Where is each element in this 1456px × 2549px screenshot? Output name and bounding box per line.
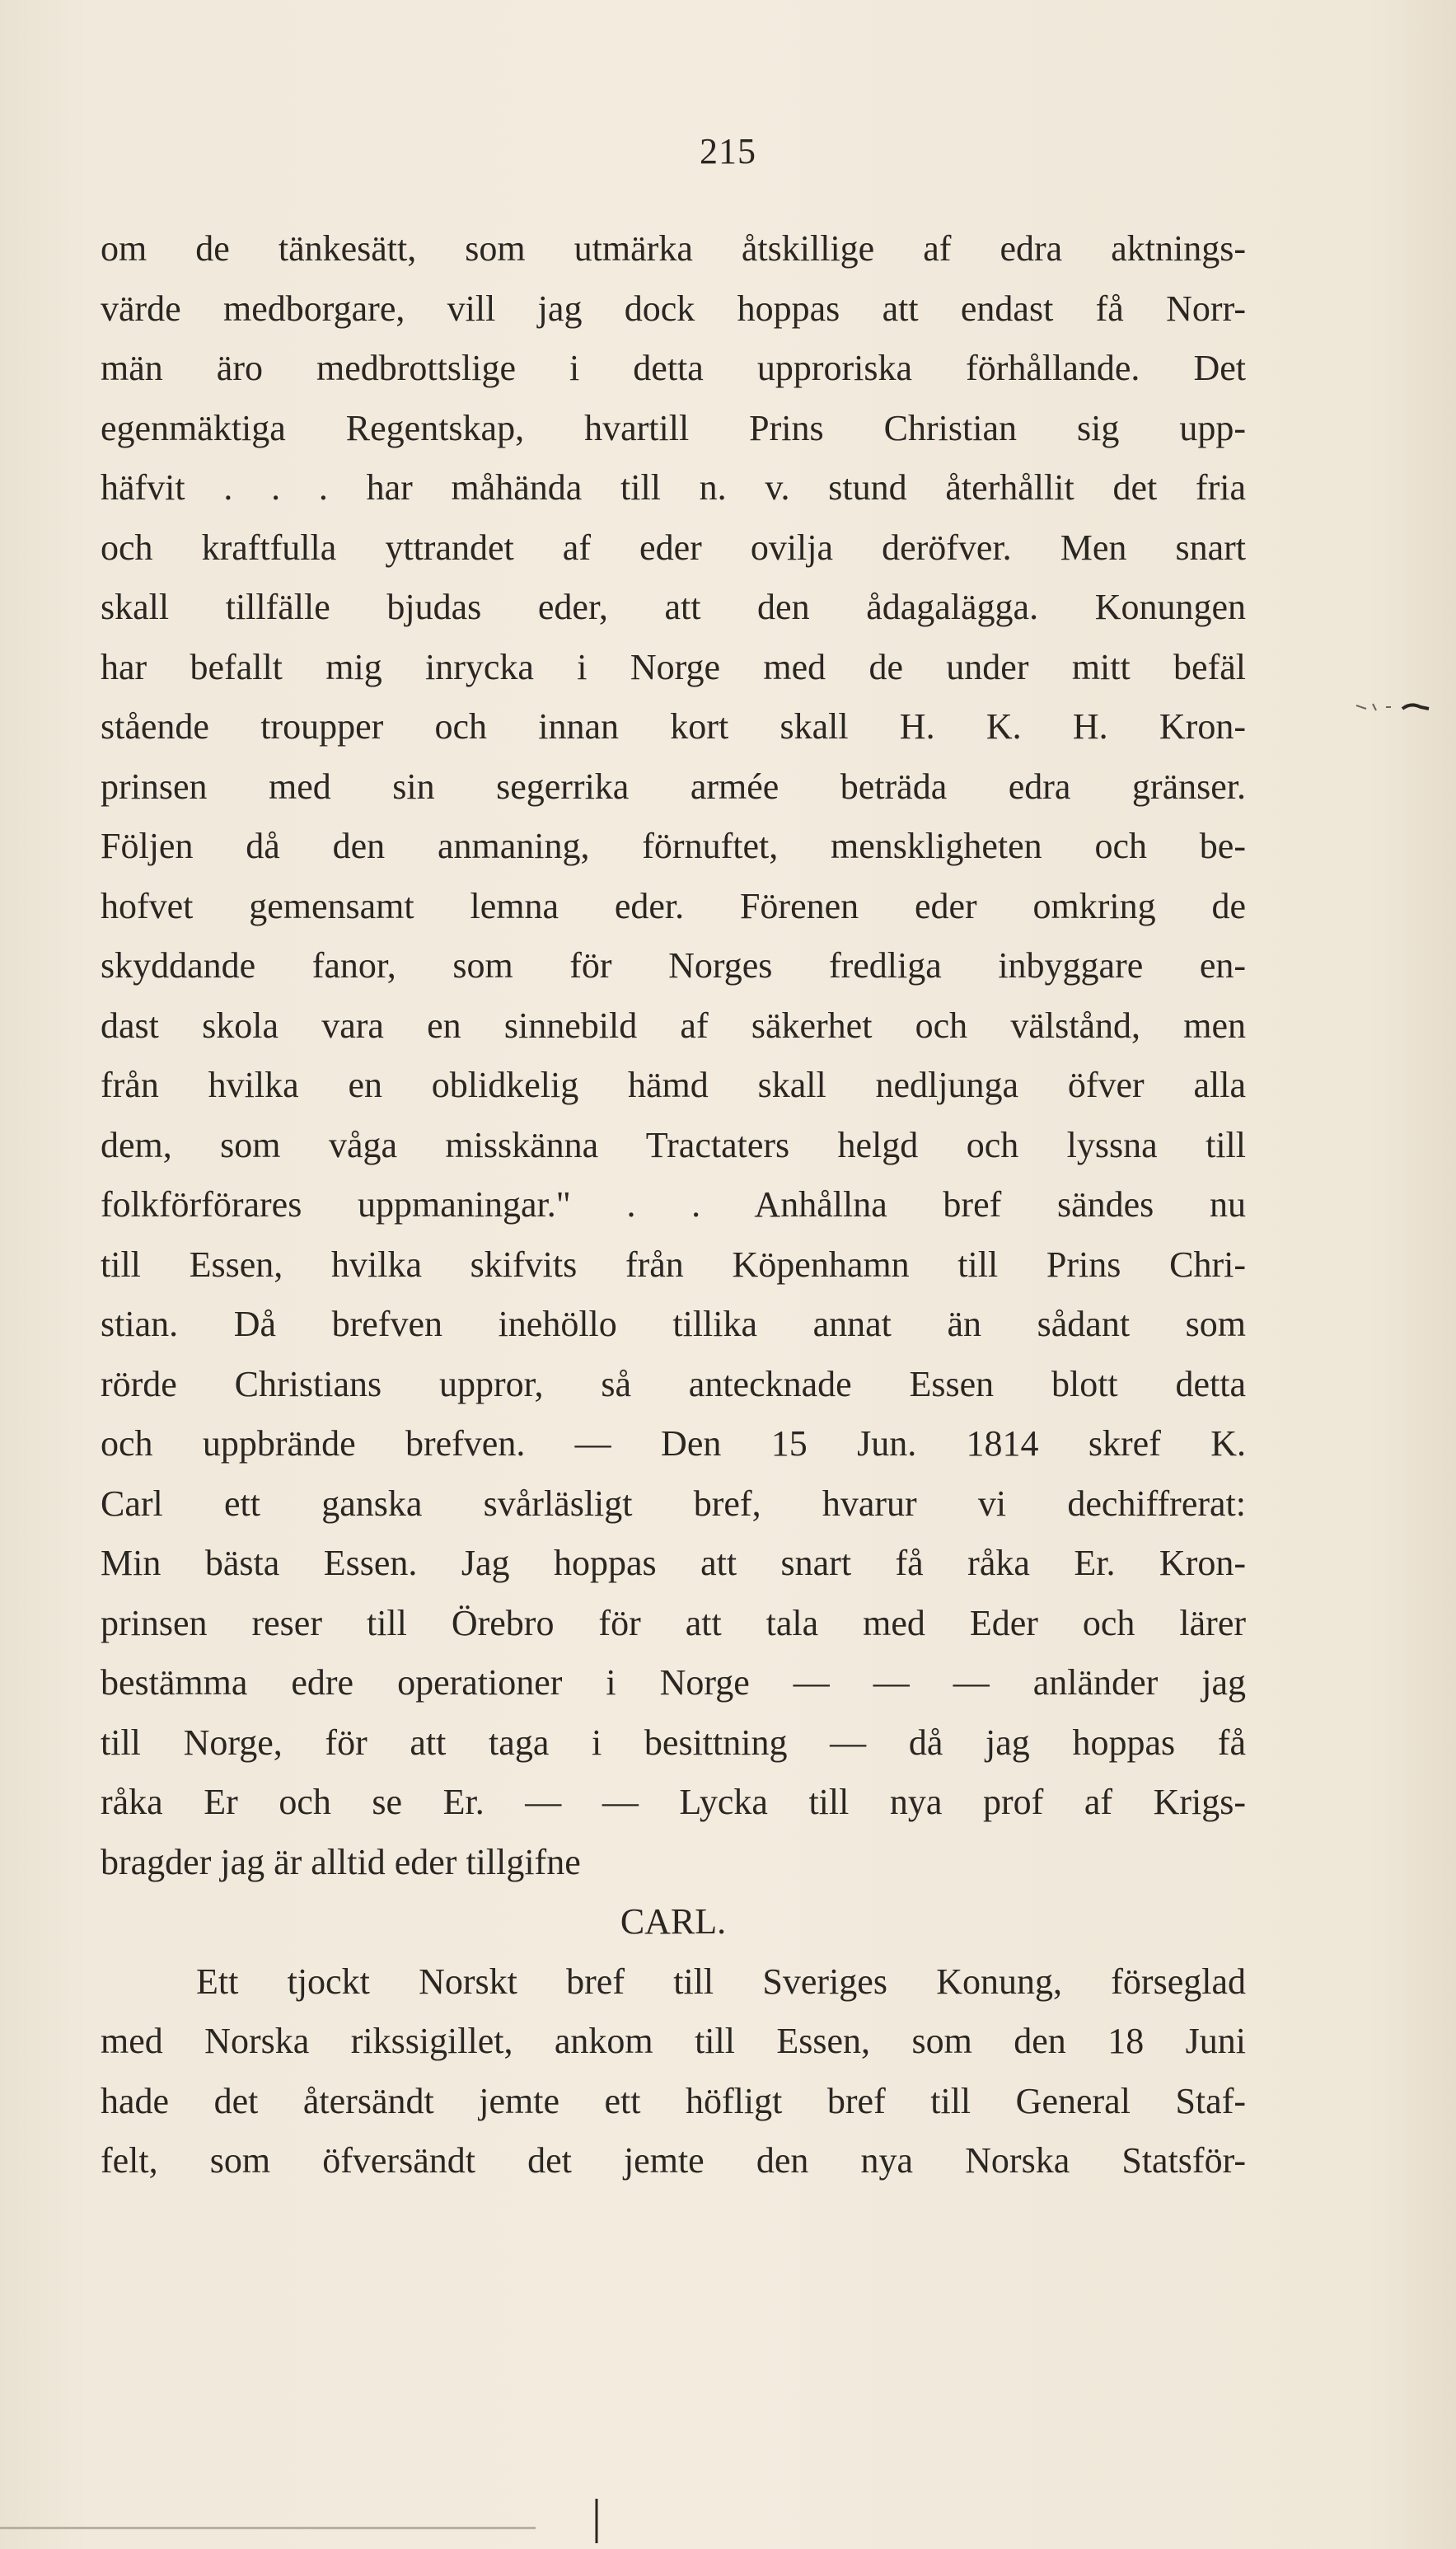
text-line: skall tillfälle bjudas eder, att den ådagalägga. Konungen [101,587,1246,627]
text-line: prinsen reser till Örebro för att tala med Eder och lärer [101,1602,1246,1643]
text-line: från hvilka en oblidkelig hämd skall nedljunga öfver alla [101,1065,1246,1105]
margin-ink-mark [1351,691,1434,724]
text-line: bragder jag är alltid eder tillgifne [101,1841,581,1882]
text-line: rörde Christians uppror, så antecknade Essen blott detta [101,1363,1246,1404]
text-line: råka Er och se Er. — — Lycka till nya prof af Krigs- [101,1782,1246,1822]
text-line: med Norska rikssigillet, ankom till Essen, som den 18 Juni [101,2021,1246,2061]
text-line: Carl ett ganska svårläsligt bref, hvarur vi dechiffrerat: [101,1483,1246,1524]
text-line: män äro medbrottslige i detta upproriska förhållande. Det [101,348,1246,388]
text-line: dast skola vara en sinnebild af säkerhet och välstånd, men [101,1005,1246,1046]
text-line: och uppbrände brefven. — Den 15 Jun. 1814 skref K. [101,1423,1246,1464]
text-line: stående troupper och innan kort skall H. K. H. Kron- [101,706,1246,747]
text-line: felt, som öfversändt det jemte den nya Norska Statsför- [101,2140,1246,2181]
text-line: prinsen med sin segerrika armée beträda edra gränser. [101,766,1246,807]
text-line: bestämma edre operationer i Norge — — — anländer jag [101,1662,1246,1703]
text-line: och kraftfulla yttrandet af eder ovilja deröfver. Men snart [101,527,1246,568]
text-line: egenmäktiga Regentskap, hvartill Prins Christian sig upp- [101,407,1246,448]
text-line: hade det återsändt jemte ett höfligt bref till General Staf- [101,2080,1246,2121]
text-line: dem, som våga misskänna Tractaters helgd och lyssna till [101,1124,1246,1165]
text-line: har befallt mig inrycka i Norge med de under mitt befäl [101,646,1246,687]
bottom-rule [0,2527,536,2529]
body-text [101,219,1246,2191]
bottom-ink-mark [593,2497,600,2545]
text-line: folkförförares uppmaningar." . . Anhållna bref sändes nu [101,1184,1246,1225]
text-line: hofvet gemensamt lemna eder. Förenen eder omkring de [101,885,1246,926]
page-number: 215 [700,131,756,171]
text-line: stian. Då brefven inehöllo tillika annat än sådant som [101,1304,1246,1344]
text-line: Min bästa Essen. Jag hoppas att snart få råka Er. Kron- [101,1543,1246,1583]
text-line: till Norge, för att taga i besittning — då jag hoppas få [101,1722,1246,1763]
text-line: skyddande fanor, som för Norges fredliga inbyggare en- [101,945,1246,986]
text-line: värde medborgare, vill jag dock hoppas att endast få Norr- [101,288,1246,329]
signature-line: CARL. [620,1901,727,1942]
text-line: till Essen, hvilka skifvits från Köpenhamn till Prins Chri- [101,1244,1246,1285]
text-line: om de tänkesätt, som utmärka åtskillige af edra aktnings- [101,228,1246,269]
text-line: häfvit . . . har måhända till n. v. stund återhållit det fria [101,467,1246,508]
text-line: Följen då den anmaning, förnuftet, menskligheten och be- [101,826,1246,866]
paragraph-start-line: Ett tjockt Norskt bref till Sveriges Konung, förseglad [196,1961,1246,2002]
